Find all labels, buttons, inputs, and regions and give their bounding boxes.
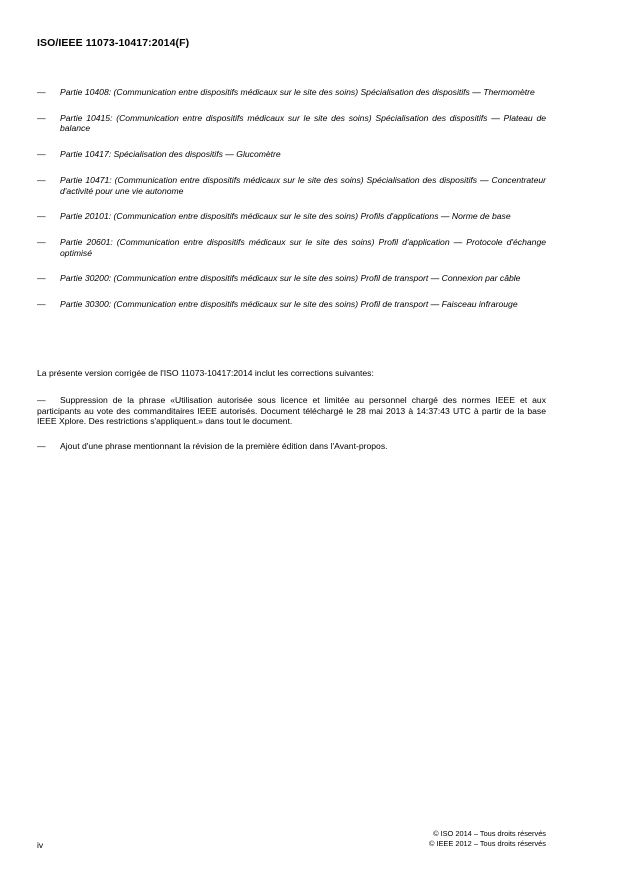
list-dash: —	[37, 395, 46, 405]
list-item	[37, 441, 546, 452]
list-dash: —	[37, 211, 46, 222]
list-item-text: Partie 20601: (Communication entre dispositifs médicaux sur le site des soins) Profil d'application — Protocole d'échange optimisé	[60, 237, 546, 258]
correction-text: Ajout d'une phrase mentionnant la révision de la première édition dans l'Avant-propos.	[60, 440, 388, 451]
list-dash: —	[37, 87, 46, 97]
list-item-text: Partie 20101: (Communication entre dispositifs médicaux sur le site des soins) Profils d'applications — Norme de base	[60, 211, 511, 222]
copyright-notice	[429, 829, 546, 848]
document-header-title: ISO/IEEE 11073-10417:2014(F)	[37, 37, 190, 49]
list-dash: —	[37, 237, 46, 248]
copyright-iso: © ISO 2014 – Tous droits réservés	[433, 829, 546, 838]
list-item-text: Partie 10417: Spécialisation des dispositifs — Glucomètre	[60, 149, 281, 160]
list-dash: —	[37, 149, 46, 160]
list-item	[37, 299, 546, 310]
list-item	[37, 211, 546, 222]
list-item-text: Partie 30200: (Communication entre dispositifs médicaux sur le site des soins) Profil de transport — Connexion par câble	[60, 273, 521, 284]
list-item-text: Partie 30300: (Communication entre dispositifs médicaux sur le site des soins) Profil de transport — Faisceau infrarouge	[60, 299, 518, 310]
list-item	[37, 395, 546, 427]
list-item-text: Partie 10415: (Communication entre dispositifs médicaux sur le site des soins) Spécialisation des dispositifs — Plateau de balance	[60, 112, 546, 134]
correction-text: Suppression de la phrase «Utilisation autorisée sous licence et limitée au personnel chargé des normes IEEE et aux participants au vote des commanditaires IEEE autorisés. Document téléchargé le 28 mai 2013 à 14:37:43 UTC à partir de la base IEEE Xplore. Des restrictions s'appliquent.» dans tout le document.	[37, 395, 546, 427]
parts-list	[37, 87, 546, 325]
list-dash: —	[37, 440, 46, 451]
list-item	[37, 237, 546, 258]
corrections-intro-paragraph: La présente version corrigée de l'ISO 11073-10417:2014 inclut les corrections suivantes:	[37, 368, 374, 378]
list-item	[37, 273, 546, 284]
list-item	[37, 149, 546, 160]
list-item	[37, 175, 546, 196]
list-dash: —	[37, 273, 46, 284]
list-dash: —	[37, 174, 46, 185]
list-item	[37, 113, 546, 134]
list-item	[37, 87, 546, 98]
list-dash: —	[37, 299, 46, 310]
list-item-text: Partie 10471: (Communication entre dispositifs médicaux sur le site des soins) Spécialisation des dispositifs — Concentrateur d'activité pour une vie autonome	[60, 174, 546, 196]
list-dash: —	[37, 112, 46, 123]
page-number: iv	[37, 840, 44, 850]
corrections-list	[37, 395, 546, 465]
copyright-ieee: © IEEE 2012 – Tous droits réservés	[428, 838, 546, 848]
list-item-text: Partie 10408: (Communication entre dispositifs médicaux sur le site des soins) Spécialisation des dispositifs — Thermomètre	[60, 87, 535, 97]
